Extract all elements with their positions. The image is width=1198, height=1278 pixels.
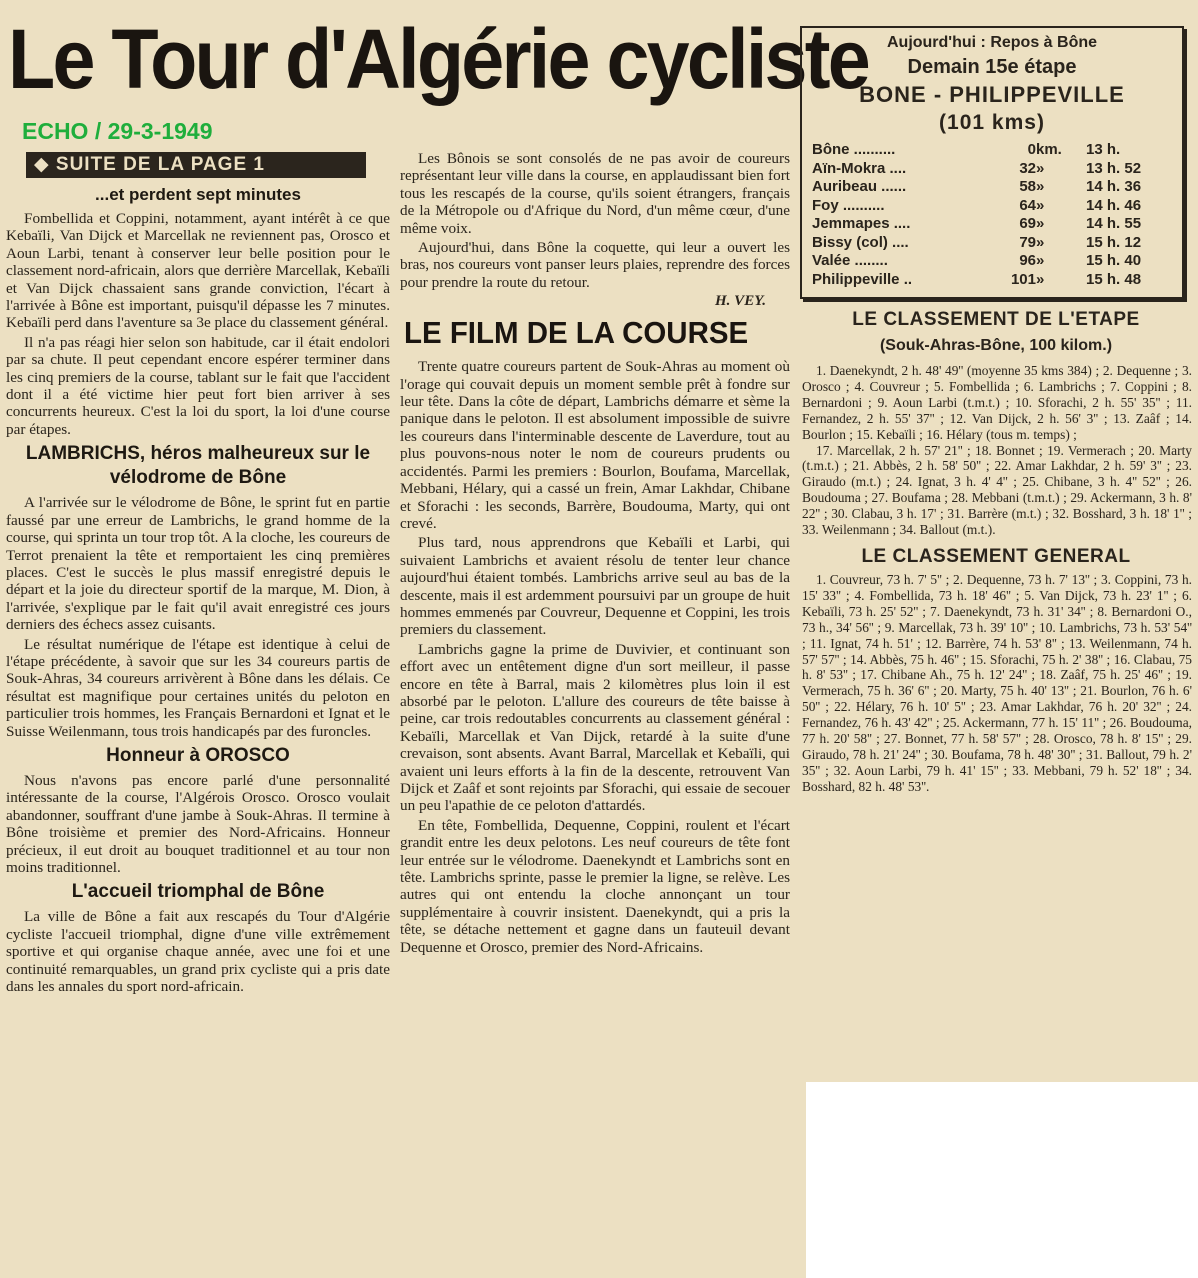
- stage-row: [812, 160, 1172, 179]
- paragraph: Trente quatre coureurs partent de Souk-Ahras au moment où l'orage qui couvait depuis un moment semble prêt à fondre sur leur tête. Dans la côte de départ, Lambrichs démarre et sème la panique dans le peloton. Il est absolument impossible de suivre les coureurs dans l'interminable descente de Laverdure, tout au plus pouvons-nous noter le nom de coureurs prudents ou accidentés. Parmi les premiers : Bourlon, Boufama, Marcellak, Mebbani, Hélary, qui a cassé un frein, Amar Lakhdar, Chibane et Sforachi : les seconds, Barrère, Boudouma, Marty, qui ont crevé.: [400, 358, 790, 532]
- stage-schedule-table: [812, 141, 1172, 289]
- stage-unit: »: [1036, 215, 1045, 232]
- stage-route: BONE - PHILIPPEVILLE: [859, 82, 1125, 107]
- stage-km: 101: [1010, 270, 1036, 288]
- stage-km: 0: [1027, 141, 1036, 158]
- stage-km: 58: [1019, 178, 1036, 195]
- stage-unit: »: [1036, 233, 1045, 251]
- stage-ranking-title: LE CLASSEMENT DE L'ETAPE: [852, 309, 1140, 330]
- paragraph: Nous n'avons pas encore parlé d'une personnalité intéressante de la course, l'Algérois Orosco. Orosco voulait abandonner, souffrant d'une jambe à Souk-Ahras. Il termine à Bône troisième et premier des Nord-Africains. Honneur précieux, il eut droit au bouquet traditionnel et au tour non moins traditionnel.: [6, 771, 390, 876]
- paragraph: Il n'a pas réagi hier selon son habitude, car il était endolori par sa chute. Il peut cependant encore espérer terminer dans les cinq premiers de la course, tablant sur le fait que l'accident dont il a été victime hier peut fort bien arriver à ses concurrents heureux. C'est la loi du sport, la loi d'une course par étapes.: [6, 333, 390, 438]
- paragraph: Plus tard, nous apprendrons que Kebaïli et Larbi, qui suivaient Lambrichs et avaient résolu de tenter leur chance aujourd'hui étaient tombés. Lambrichs arrive seul au bas de la descente, mais il est ardemment poursuivi par un groupe de huit hommes emmenés par Couvreur, Dequenne et Coppini, les trois premiers du classement.: [400, 534, 790, 639]
- paragraph: Lambrichs gagne la prime de Duvivier, et continuant son effort avec un entêtement digne d'un sort meilleur, il passe encore en tête à Barral, mais 2 kilomètres plus loin il est absorbé par le peloton. L'allure des coureurs de tête baisse à peine, car trois redoutables concurrents au classement général : Kebaïli, Marcellak et Van Dijck, retardé à la suite d'une crevaison, sont absents. Avant Barral, Marcellak et Kebaïli, qui avaient uni leurs efforts à la fin de la descente, retrouvent Van Dijck et Zaâf et sont rejoints par Sforachi, qui essaie de secouer un peu l'apathie de ce peloton d'attardés.: [400, 640, 790, 815]
- stage-km: 96: [1019, 252, 1036, 269]
- stage-unit: »: [1036, 178, 1045, 195]
- stage-time: 13 h. 52: [1086, 159, 1142, 177]
- stage-km: 64: [1019, 196, 1036, 214]
- general-ranking-text: 1. Couvreur, 73 h. 7' 5'' ; 2. Dequenne, 73 h. 7' 13'' ; 3. Coppini, 73 h. 15' 33'' ; 4. Fombellida, 73 h. 18' 46'' ; 5. Van Dijck, 73 h. 23' 1'' ; 6. Kebaïli, 73 h. 25' 52'' ; 7. Daenekyndt, 73 h. 31' 34'' ; 8. Bernardoni O., 73 h., 34' 56'' ; 9. Marcellak, 73 h. 39' 10'' ; 10. Lambrichs, 73 h. 53' 54'' ; 11. Ignat, 74 h. 51' ; 12. Barrère, 74 h. 53' 8'' ; 13. Weilenmann, 74 h. 57' 57'' ; 14. Abbès, 75 h. 46'' ; 15. Sforachi, 75 h. 2' 38'' ; 16. Clabau, 75 h. 8' 53'' ; 17. Chibane Ah., 75 h. 12' 24'' ; 18. Zaâf, 75 h. 25' 46'' ; 19. Vermerach, 75 h. 36' 6'' ; 20. Marty, 75 h. 40' 13'' ; 21. Bourlon, 76 h. 6' 50'' ; 22. Hélary, 76 h. 10' 5'' ; 23. Amar Lakhdar, 76 h. 20' 32'' ; 24. Fernandez, 76 h. 43' 42'' ; 25. Ackermann, 77 h. 15' 11'' ; 26. Boudouma, 77 h. 20' 58'' ; 27. Bonnet, 77 h. 58' 57'' ; 28. Orosco, 78 h. 8' 15'' ; 29. Giraudo, 78 h. 21' 24'' ; 30. Boufama, 78 h. 48' 30'' ; 31. Ballout, 79 h. 2' 35'' ; 32. Aoun Larbi, 79 h. 41' 15'' ; 33. Mebbani, 79 h. 52' 18'' ; 34. Bosshard, 82 h. 48' 53''.: [802, 571, 1192, 794]
- stage-place: Bône ..........: [812, 141, 896, 158]
- blank-area: [806, 1082, 1198, 1278]
- stage-km: 69: [1019, 215, 1036, 232]
- stage-row: [812, 141, 1172, 160]
- stage-place: Valée ........: [812, 252, 888, 269]
- paragraph: Les Bônois se sont consolés de ne pas avoir de coureurs représentant leur ville dans la course, en applaudissant bien fort tous les rescapés de la course, qu'ils soient étrangers, français de la Métropole ou d'Afrique du Nord, d'un même cœur, d'une même voix.: [400, 150, 790, 237]
- continued-banner: ◆ SUITE DE LA PAGE 1: [26, 152, 366, 178]
- stage-unit: km.: [1036, 141, 1062, 158]
- stage-row: [812, 197, 1172, 216]
- stage-place: Jemmapes ....: [812, 215, 911, 232]
- stage-unit: »: [1036, 270, 1045, 288]
- general-ranking-title: LE CLASSEMENT GENERAL: [861, 545, 1131, 567]
- next-stage-line: Demain 15e étape: [907, 56, 1077, 78]
- subhead-lambrichs: LAMBRICHS, héros malheureux sur le vélodrome de Bône: [25, 443, 371, 489]
- paragraph: La ville de Bône a fait aux rescapés du Tour d'Algérie cycliste l'accueil triomphal, digne d'une ville extrêmement sportive et qui organise chaque année, avec une foi et une continuité remarquables, un grand prix cycliste qui a pris date dans les annales du sport nord-africain.: [6, 908, 390, 996]
- stage-time: 15 h. 12: [1086, 233, 1142, 251]
- paragraph: A l'arrivée sur le vélodrome de Bône, le sprint fut en partie faussé par une erreur de Lambrichs, le grand homme de la course, qui sprinta un tour trop tôt. A la cloche, les coureurs de Terrot prenaient la tête et remportaient les cinq premières places. C'est le succès le plus massif enregistré depuis le départ et la joie du directeur sportif de la marque, M. Dion, à l'arrivée, s'explique par le fait qu'il avait enregistré ces jours derniers des échecs assez cuisants.: [6, 494, 390, 634]
- subhead-seven-minutes: ...et perdent sept minutes: [95, 185, 301, 204]
- stage-row: [812, 271, 1172, 290]
- stage-time: 14 h. 46: [1086, 196, 1142, 214]
- subhead-orosco: Honneur à OROSCO: [106, 744, 290, 766]
- stage-place: Auribeau ......: [812, 178, 907, 195]
- stage-unit: »: [1036, 159, 1045, 177]
- stage-row: [812, 234, 1172, 253]
- archive-stamp: ECHO / 29-3-1949: [22, 118, 213, 144]
- stage-place: Aïn-Mokra ....: [812, 159, 907, 177]
- paragraph: En tête, Fombellida, Dequenne, Coppini, roulent et l'écart grandit entre les deux pelotons. Les neuf coureurs de tête font leur entrée sur le vélodrome. Daenekyndt et Lambrichs sont en tête. Lambrichs sprinte, passe le premier la ligne, se relève. Les autres qui ont entendu la cloche annonçant un tour supplémentaire à couvrir insistent. Daenekyndt, qui a pris la tête, se détache nettement et gagne dans un fauteuil devant Dequenne et Orosco, premier des Nord-Africains.: [400, 816, 790, 956]
- stage-row: [812, 215, 1172, 234]
- stage-ranking-text: 1. Daenekyndt, 2 h. 48' 49'' (moyenne 35 kms 384) ; 2. Dequenne ; 3. Orosco ; 4. Couvreur ; 5. Fombellida ; 6. Lambrichs ; 7. Coppini ; 8. Bernardoni ; 9. Aoun Larbi (t.m.t.) ; 10. Sforachi, 2 h. 55' 35'' ; 11. Fernandez, 2 h. 55' 37'' ; 12. Van Dijck, 2 h. 56' 3'' ; 13. Zaâf ; 14. Bourlon ; 15. Kebaïli ; 16. Hélary (tous m. temps) ;: [802, 363, 1192, 442]
- stage-km: 79: [1019, 233, 1036, 251]
- column-right: [796, 22, 1196, 1082]
- stage-time: 14 h. 36: [1086, 178, 1142, 195]
- stage-time: 15 h. 40: [1086, 252, 1142, 269]
- subhead-accueil: L'accueil triomphal de Bône: [71, 881, 325, 903]
- paragraph: Fombellida et Coppini, notamment, ayant intérêt à ce que Kebaïli, Van Dijck et Marcellak ne reviennent pas, Orosco et Aoun Larbi, tenant à conserver leur belle position pour le classement nord-africain, alors que derrière Marcellak, Kebaïli et Van Dijck chassaient sans grande conviction, l'écart à l'arrivée à Bône est important, puisqu'il dépasse les 7 minutes. Kebaïli perd dans l'aventure sa 3e place du classement général.: [6, 210, 390, 332]
- stage-distance: (101 kms): [939, 111, 1045, 134]
- stage-row: [812, 178, 1172, 197]
- paragraph: Aujourd'hui, dans Bône la coquette, qui leur a ouvert les bras, nos coureurs vont panser leurs plaies, reprendre des forces pour prendre la route du retour.: [400, 239, 790, 291]
- stage-unit: »: [1036, 196, 1045, 214]
- stage-time: 15 h. 48: [1086, 270, 1142, 288]
- next-stage-box: [800, 26, 1184, 299]
- stage-ranking-text: 17. Marcellak, 2 h. 57' 21'' ; 18. Bonnet ; 19. Vermerach ; 20. Marty (t.m.t.) ; 21. Abbès, 2 h. 58' 50'' ; 22. Amar Lakhdar, 2 h. 59' 3'' ; 23. Giraudo (m.t.) ; 24. Ignat, 3 h. 4' 4'' ; 25. Chibane, 3 h. 4'' 52'' ; 26. Boudouma ; 27. Boufama ; 28. Mebbani (t.m.t.) ; 29. Ackermann, 3 h. 8' 22'' ; 30. Clabau, 3 h. 17' ; 31. Barrère (m.t.) ; 32. Bosshard, 3 h. 18' 1'' ; 33. Weilenmann ; 34. Ballout (m.t.).: [802, 442, 1192, 538]
- stage-unit: »: [1036, 252, 1045, 269]
- stage-time: 13 h.: [1086, 141, 1121, 158]
- stage-place: Philippeville ..: [812, 270, 913, 288]
- author-signature: H. VEY.: [715, 293, 766, 310]
- stage-place: Foy ..........: [812, 196, 885, 214]
- headline: Le Tour d'Algérie cycliste: [8, 12, 868, 106]
- section-title-film: LE FILM DE LA COURSE: [404, 315, 749, 351]
- stage-time: 14 h. 55: [1086, 215, 1142, 232]
- continued-banner-label: SUITE DE LA PAGE 1: [55, 154, 265, 175]
- stage-km: 32: [1019, 159, 1036, 177]
- rest-day-line: Aujourd'hui : Repos à Bône: [886, 34, 1098, 51]
- column-middle: [400, 150, 790, 1278]
- stage-row: [812, 252, 1172, 271]
- stage-place: Bissy (col) ....: [812, 233, 909, 251]
- paragraph: Le résultat numérique de l'étape est identique à celui de l'étape précédente, à savoir que sur les 34 coureurs partis de Souk-Ahras, 34 coureurs arrivèrent à Bône dans les délais. Ce résultat est magnifique pour certaines unités du peloton en particulier trois hommes, les Français Bernardoni et Ignat et le Suisse Weilenmann, tous trois handicapés par des furoncles.: [6, 635, 390, 740]
- column-left: [6, 150, 390, 1278]
- stage-ranking-subtitle: (Souk-Ahras-Bône, 100 kilom.): [879, 337, 1113, 354]
